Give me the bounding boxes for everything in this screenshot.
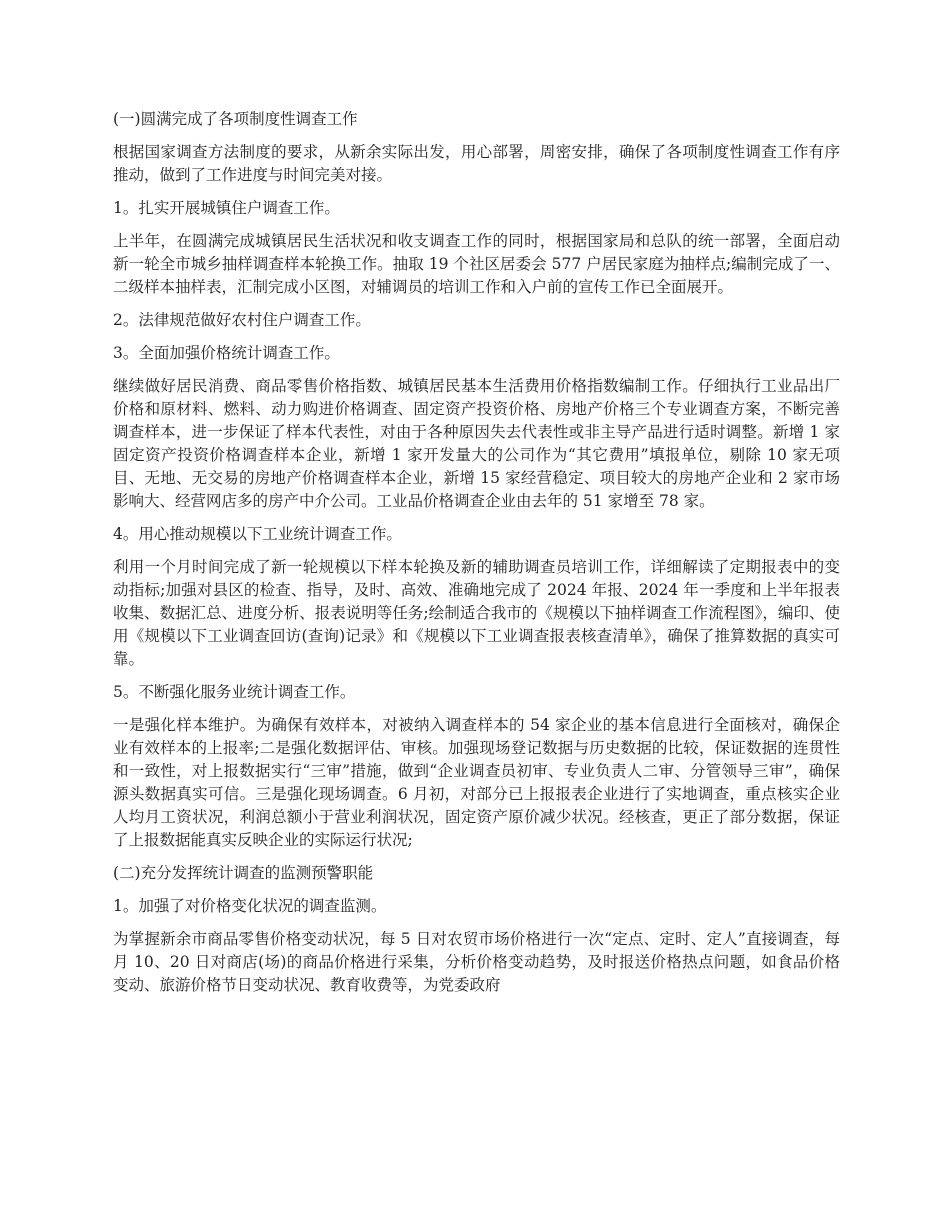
- paragraph: 根据国家调查方法制度的要求，从新余实际出发，用心部署，周密安排，确保了各项制度性调查工作有序推动，做到了工作进度与时间完美对接。: [113, 143, 840, 184]
- paragraph: 一是强化样本维护。为确保有效样本，对被纳入调查样本的 54 家企业的基本信息进行全面核对，确保企业有效样本的上报率;二是强化数据评估、审核。加强现场登记数据与历史数据的比较，保证数据的连贯性和一致性，对上报数据实行“三审”措施，做到“企业调查员初审、专业负责人二审、分管领导三审”，确保源头数据真实可信。三是强化现场调查。6 月初，对部分已上报报表企业进行了实地调查，重点核实企业人均月工资状况，利润总额小于营业利润状况，固定资产原价减少状况。经核查，更正了部分数据，保证了上报数据能真实反映企业的实际运行状况;: [113, 716, 840, 849]
- paragraph: 为掌握新余市商品零售价格变动状况，每 5 日对农贸市场价格进行一次“定点、定时、定人”直接调查，每月 10、20 日对商店(场)的商品价格进行采集，分析价格变动趋势，及时报送价格热点问题，如食品价格变动、旅游价格节日变动状况、教育收费等，为党委政府: [113, 930, 840, 994]
- paragraph: 上半年，在圆满完成城镇居民生活状况和收支调查工作的同时，根据国家局和总队的统一部署，全面启动新一轮全市城乡抽样调查样本轮换工作。抽取 19 个社区居委会 577 户居民家庭为抽样点;编制完成了一、二级样本抽样表，汇制完成小区图，对辅调员的培训工作和入户前的宣传工作已全面展开。: [113, 232, 840, 296]
- paragraph: 继续做好居民消费、商品零售价格指数、城镇居民基本生活费用价格指数编制工作。仔细执行工业品出厂价格和原材料、燃料、动力购进价格调查、固定资产投资价格、房地产价格三个专业调查方案，不断完善调查样本，进一步保证了样本代表性，对由于各种原因失去代表性或非主导产品进行适时调整。新增 1 家固定资产投资价格调查样本企业，新增 1 家开发量大的公司作为“其它费用”填报单位，剔除 10 家无项目、无地、无交易的房地产价格调查样本企业，新增 15 家经营稳定、项目较大的房地产企业和 2 家市场影响大、经营网店多的房产中介公司。工业品价格调查企业由去年的 51 家增至 78 家。: [113, 377, 840, 510]
- subsection-heading: 3。全面加强价格统计调查工作。: [113, 344, 340, 362]
- subsection-heading: 4。用心推动规模以下工业统计调查工作。: [113, 525, 402, 543]
- section-heading-1: (一)圆满完成了各项制度性调查工作: [113, 110, 358, 128]
- subsection-heading: 5。不断强化服务业统计调查工作。: [113, 683, 356, 701]
- section-heading-2: (二)充分发挥统计调查的监测预警职能: [113, 864, 374, 882]
- document-body: [113, 108, 840, 1007]
- subsection-heading: 2。法律规范做好农村住户调查工作。: [113, 311, 371, 329]
- subsection-heading: 1。扎实开展城镇住户调查工作。: [113, 199, 340, 217]
- paragraph: 利用一个月时间完成了新一轮规模以下样本轮换及新的辅助调查员培训工作，详细解读了定期报表中的变动指标;加强对县区的检查、指导，及时、高效、准确地完成了 2024 年报、2024 年一季度和上半年报表收集、数据汇总、进度分析、报表说明等任务;绘制适合我市的《规模以下抽样调查工作流程图》，编印、使用《规模以下工业调查回访(查询)记录》和《规模以下工业调查报表核查清单》，确保了推算数据的真实可靠。: [113, 558, 840, 668]
- subsection-heading: 1。加强了对价格变化状况的调查监测。: [113, 897, 387, 915]
